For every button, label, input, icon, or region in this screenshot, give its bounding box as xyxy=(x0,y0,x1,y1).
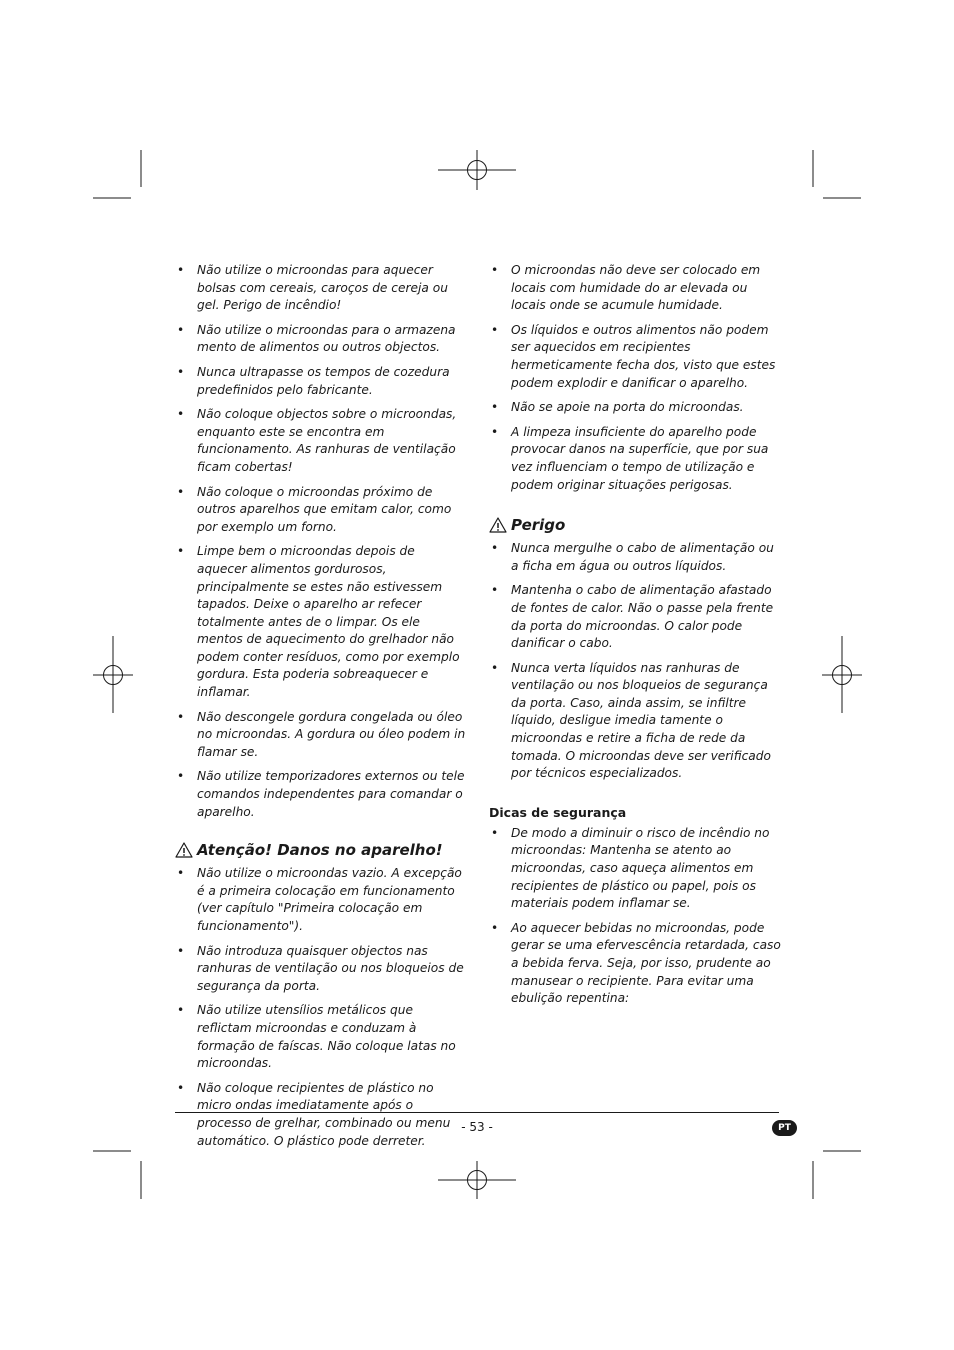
tips-list xyxy=(489,825,781,1008)
list-item: • Não introduza quaisquer objectos nas ranhuras de ventilação ou nos bloqueios de segurança da porta. xyxy=(175,943,468,996)
danger-list xyxy=(489,540,781,783)
crop-mark-top-right xyxy=(813,150,861,198)
safety-list xyxy=(175,262,468,821)
list-item: • Nunca mergulhe o cabo de alimentação ou a ficha em água ou outros líquidos. xyxy=(489,540,781,575)
warning-triangle-icon xyxy=(175,842,193,858)
registration-mark-top xyxy=(438,150,516,190)
list-item: • O microondas não deve ser colocado em locais com humidade do ar elevada ou locais onde se acumule humidade. xyxy=(489,262,781,315)
list-item: • De modo a diminuir o risco de incêndio no microondas: Mantenha se atento ao microondas, caso aqueça alimentos em recipientes de plástico ou papel, pois os materiais podem inflamar se. xyxy=(489,825,781,913)
danger-heading-text: Perigo xyxy=(511,516,566,535)
crop-mark-bottom-right xyxy=(813,1151,861,1199)
right-column xyxy=(489,262,781,1015)
tips-heading: Dicas de segurança xyxy=(489,804,627,820)
warning-triangle-icon xyxy=(489,517,507,533)
list-item: • Limpe bem o microondas depois de aquecer alimentos gordurosos, principalmente se estes não estivessem tapados. Deixe o aparelho ar refecer totalmente antes de o limpar. Os ele mentos de aquecimento do grelhador não podem conter resíduos, como por exemplo gordura. Esta poderia sobreaquecer e inflamar. xyxy=(175,543,468,701)
crop-mark-bottom-left xyxy=(93,1151,141,1199)
list-item: • Nunca ultrapasse os tempos de cozedura predefinidos pelo fabricante. xyxy=(175,364,468,399)
footer-divider xyxy=(175,1112,779,1113)
warning-heading-text: Atenção! Danos no aparelho! xyxy=(197,841,443,860)
list-item: • Não coloque recipientes de plástico no micro ondas imediatamente após o processo de grelhar, combinado ou menu automático. O plástico pode derreter. xyxy=(175,1080,468,1150)
page-number: - 53 - xyxy=(461,1120,493,1134)
list-item: • Não utilize o microondas para aquecer bolsas com cereais, caroços de cereja ou gel. Perigo de incêndio! xyxy=(175,262,468,315)
list-item: • Os líquidos e outros alimentos não podem ser aquecidos em recipientes hermeticamente fecha dos, visto que estes podem explodir e danificar o aparelho. xyxy=(489,322,781,392)
list-item: • Não utilize o microondas para o armazena mento de alimentos ou outros objectos. xyxy=(175,322,468,357)
list-item: • Não descongele gordura congelada ou óleo no microondas. A gordura ou óleo podem in flamar se. xyxy=(175,709,468,762)
list-item: • Mantenha o cabo de alimentação afastado de fontes de calor. Não o passe pela frente da porta do microondas. O calor pode danificar o cabo. xyxy=(489,582,781,652)
crop-mark-top-left xyxy=(93,150,141,198)
list-item: • Não coloque o microondas próximo de outros aparelhos que emitam calor, como por exemplo um forno. xyxy=(175,484,468,537)
left-column xyxy=(175,262,468,1157)
warning-heading xyxy=(175,841,468,859)
safety-list xyxy=(489,262,781,494)
list-item: • Não utilize utensílios metálicos que reflictam microondas e conduzam à formação de faíscas. Não coloque latas no microondas. xyxy=(175,1002,468,1072)
list-item: • A limpeza insuficiente do aparelho pode provocar danos na superfície, que por sua vez influenciam o tempo de utilização e podem originar situações perigosas. xyxy=(489,424,781,494)
list-item: • Não utilize o microondas vazio. A excepção é a primeira colocação em funcionamento (ver capítulo "Primeira colocação em funcionamento"). xyxy=(175,865,468,935)
list-item: • Não coloque objectos sobre o microondas, enquanto este se encontra em funcionamento. As ranhuras de ventilação ficam cobertas! xyxy=(175,406,468,476)
list-item: • Não utilize temporizadores externos ou tele comandos independentes para comandar o aparelho. xyxy=(175,768,468,821)
list-item: • Não se apoie na porta do microondas. xyxy=(489,399,781,417)
list-item: • Nunca verta líquidos nas ranhuras de ventilação ou nos bloqueios de segurança da porta. Caso, ainda assim, se infiltre líquido, desligue imedia tamente o microondas e retire a ficha de rede da tomada. O microondas deve ser verificado por técnicos especializados. xyxy=(489,660,781,783)
list-item: • Ao aquecer bebidas no microondas, pode gerar se uma efervescência retardada, caso a bebida ferva. Seja, por isso, prudente ao manusear o recipiente. Para evitar uma ebulição repentina: xyxy=(489,920,781,1008)
registration-mark-right xyxy=(822,636,862,713)
registration-mark-left xyxy=(93,636,133,713)
danger-heading xyxy=(489,516,781,534)
registration-mark-bottom xyxy=(438,1161,516,1199)
warning-list xyxy=(175,865,468,1150)
language-badge: PT xyxy=(772,1120,797,1136)
